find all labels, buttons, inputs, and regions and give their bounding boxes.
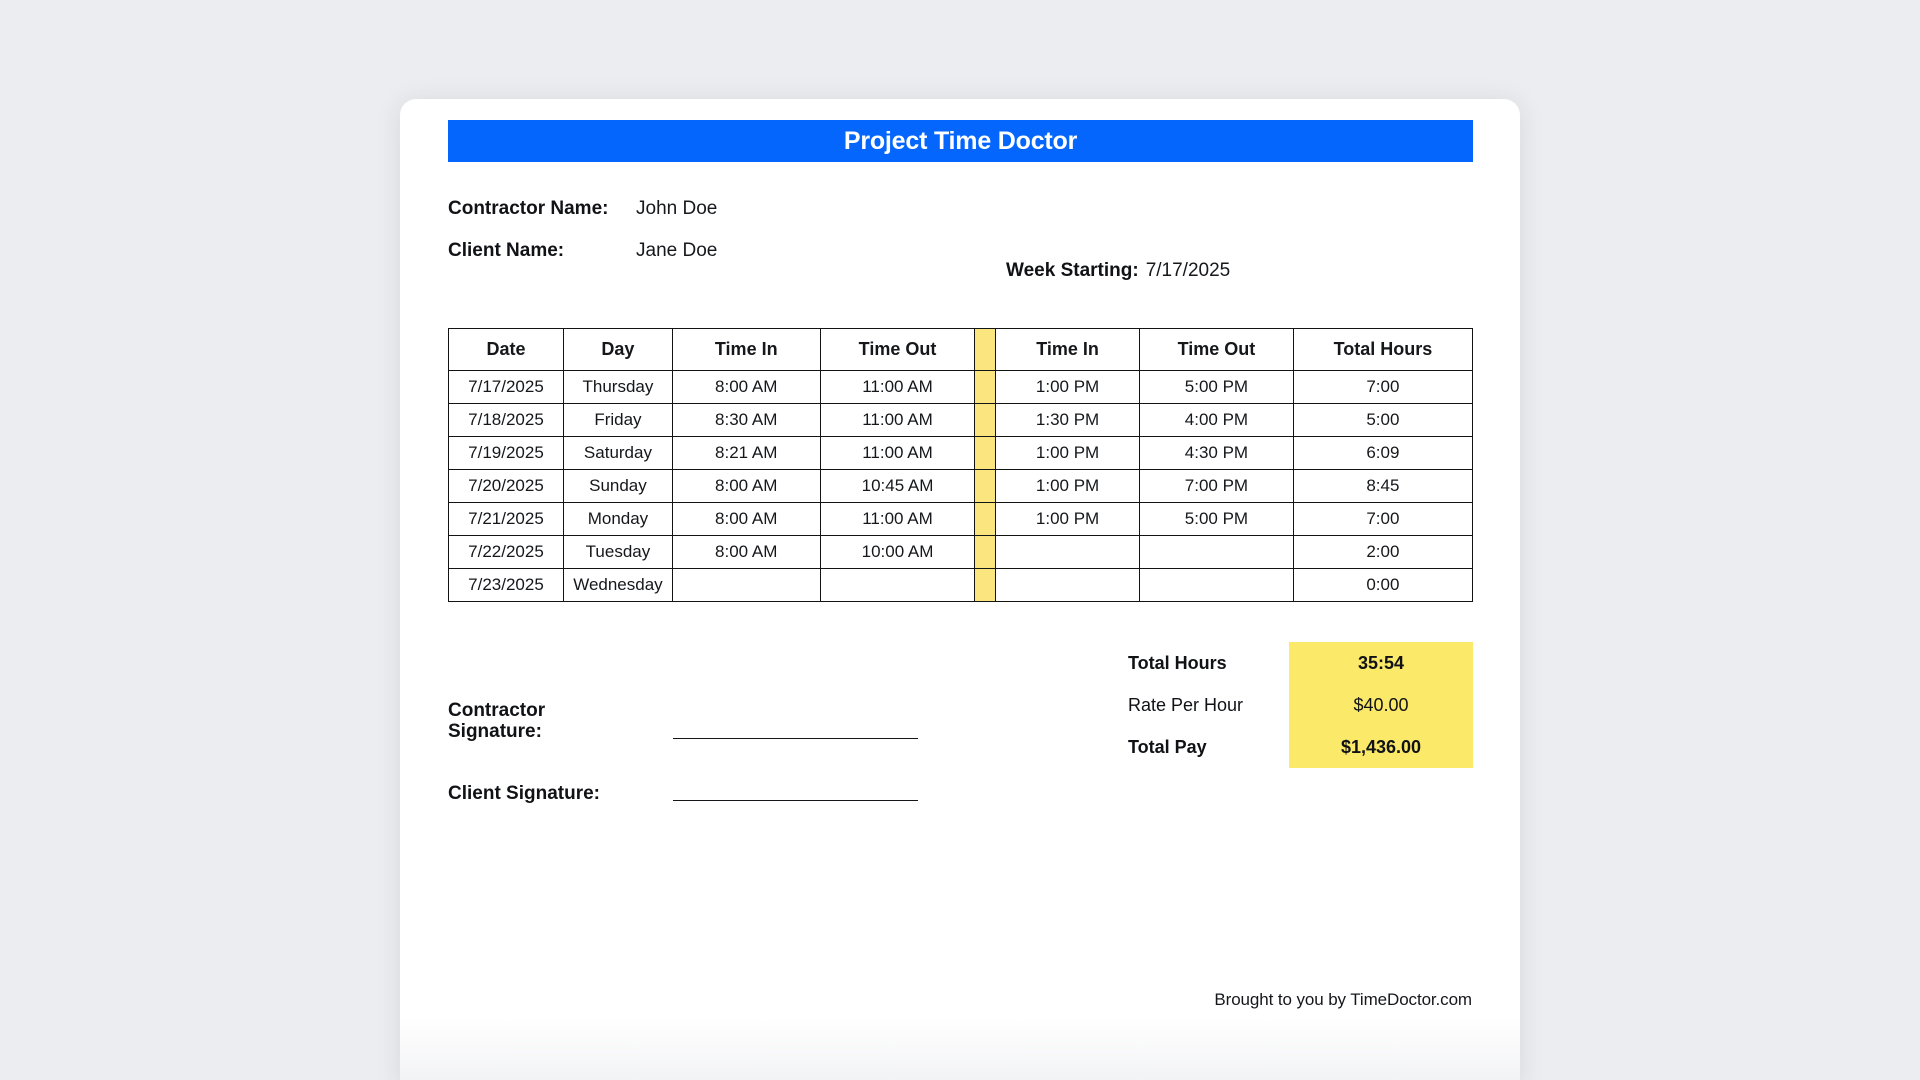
cell-time-in-2[interactable]: 1:00 PM (996, 371, 1140, 404)
cell-total-hours: 7:00 (1293, 503, 1472, 536)
document-title-bar (448, 120, 1473, 162)
cell-time-out-1[interactable]: 11:00 AM (820, 371, 975, 404)
cell-total-hours: 6:09 (1293, 437, 1472, 470)
column-separator (975, 569, 996, 602)
cell-time-out-2[interactable]: 7:00 PM (1140, 470, 1294, 503)
cell-time-out-2[interactable]: 4:30 PM (1140, 437, 1294, 470)
cell-time-in-2[interactable] (996, 536, 1140, 569)
cell-day[interactable]: Tuesday (563, 536, 672, 569)
column-header-time-in-2: Time In (996, 329, 1140, 371)
cell-date[interactable]: 7/22/2025 (449, 536, 564, 569)
cell-time-out-2[interactable]: 4:00 PM (1140, 404, 1294, 437)
column-header-day: Day (563, 329, 672, 371)
contractor-signature-line[interactable] (673, 738, 918, 739)
table-row (449, 470, 1473, 503)
cell-time-in-1[interactable]: 8:30 AM (672, 404, 820, 437)
page-title: Project Time Doctor (843, 126, 1078, 155)
cell-day[interactable]: Friday (563, 404, 672, 437)
cell-date[interactable]: 7/20/2025 (449, 470, 564, 503)
column-separator (975, 536, 996, 569)
cell-total-hours: 0:00 (1293, 569, 1472, 602)
cell-time-out-1[interactable]: 11:00 AM (820, 503, 975, 536)
cell-time-out-1[interactable]: 10:45 AM (820, 470, 975, 503)
cell-time-in-2[interactable]: 1:00 PM (996, 437, 1140, 470)
column-separator (975, 329, 996, 371)
table-row (449, 371, 1473, 404)
cell-day[interactable]: Saturday (563, 437, 672, 470)
cell-day[interactable]: Sunday (563, 470, 672, 503)
table-row (449, 404, 1473, 437)
total-pay-label: Total Pay (1128, 736, 1207, 757)
timesheet-document-card (400, 99, 1520, 1080)
column-separator (975, 470, 996, 503)
timesheet-table-body (449, 371, 1473, 602)
cell-day[interactable]: Wednesday (563, 569, 672, 602)
column-header-time-in-1: Time In (672, 329, 820, 371)
cell-time-out-1[interactable]: 10:00 AM (820, 536, 975, 569)
cell-date[interactable]: 7/23/2025 (449, 569, 564, 602)
totals-block (1128, 642, 1473, 768)
column-separator (975, 503, 996, 536)
week-starting-group (1006, 260, 1230, 282)
cell-time-out-2[interactable] (1140, 569, 1294, 602)
cell-time-in-2[interactable]: 1:30 PM (996, 404, 1140, 437)
cell-time-in-1[interactable] (672, 569, 820, 602)
cell-time-in-2[interactable]: 1:00 PM (996, 503, 1140, 536)
cell-time-in-2[interactable] (996, 569, 1140, 602)
meta-block (448, 198, 1473, 282)
column-header-time-out-2: Time Out (1140, 329, 1294, 371)
timesheet-table-wrapper (448, 328, 1473, 602)
brand-credit: Brought to you by TimeDoctor.com (1214, 990, 1472, 1009)
total-hours-label: Total Hours (1128, 652, 1227, 673)
cell-time-out-2[interactable]: 5:00 PM (1140, 371, 1294, 404)
cell-time-in-2[interactable]: 1:00 PM (996, 470, 1140, 503)
client-name-value[interactable]: Jane Doe (636, 240, 718, 261)
cell-date[interactable]: 7/17/2025 (449, 371, 564, 404)
timesheet-table (448, 328, 1473, 602)
cell-time-out-1[interactable]: 11:00 AM (820, 404, 975, 437)
cell-time-in-1[interactable]: 8:00 AM (672, 371, 820, 404)
cell-time-out-1[interactable]: 11:00 AM (820, 437, 975, 470)
contractor-name-row (448, 198, 1473, 240)
cell-time-in-1[interactable]: 8:00 AM (672, 503, 820, 536)
cell-time-out-2[interactable] (1140, 536, 1294, 569)
table-row (449, 536, 1473, 569)
column-header-total-hours: Total Hours (1293, 329, 1472, 371)
column-separator (975, 437, 996, 470)
signature-block (448, 700, 1068, 824)
week-starting-value[interactable]: 7/17/2025 (1145, 260, 1231, 281)
document-content (448, 99, 1473, 822)
total-hours-value: 35:54 (1357, 652, 1405, 673)
client-signature-row (448, 762, 1068, 805)
table-row (449, 503, 1473, 536)
cell-day[interactable]: Thursday (563, 371, 672, 404)
cell-time-in-1[interactable]: 8:00 AM (672, 470, 820, 503)
contractor-signature-row (448, 700, 1068, 743)
totals-grid (1128, 642, 1473, 768)
table-header-row (449, 329, 1473, 371)
contractor-signature-label: Contractor Signature: (448, 700, 546, 743)
cell-total-hours: 5:00 (1293, 404, 1472, 437)
cell-total-hours: 2:00 (1293, 536, 1472, 569)
column-separator (975, 404, 996, 437)
cell-day[interactable]: Monday (563, 503, 672, 536)
cell-total-hours: 7:00 (1293, 371, 1472, 404)
client-name-row (448, 240, 1473, 282)
cell-date[interactable]: 7/19/2025 (449, 437, 564, 470)
cell-time-out-1[interactable] (820, 569, 975, 602)
table-row (449, 569, 1473, 602)
cell-total-hours: 8:45 (1293, 470, 1472, 503)
cell-time-in-1[interactable]: 8:00 AM (672, 536, 820, 569)
table-row (449, 437, 1473, 470)
week-starting-label: Week Starting: (1006, 260, 1139, 281)
contractor-name-value[interactable]: John Doe (636, 198, 718, 219)
card-bottom-fade (400, 1019, 1520, 1080)
cell-time-in-1[interactable]: 8:21 AM (672, 437, 820, 470)
client-signature-line[interactable] (673, 800, 918, 801)
column-header-date: Date (449, 329, 564, 371)
client-name-label: Client Name: (448, 240, 565, 261)
timesheet-table-head (449, 329, 1473, 371)
column-separator (975, 371, 996, 404)
client-signature-label: Client Signature: (448, 783, 601, 805)
cell-date[interactable]: 7/18/2025 (449, 404, 564, 437)
cell-date[interactable]: 7/21/2025 (449, 503, 564, 536)
document-footer-area (448, 642, 1473, 822)
total-pay-value: $1,436.00 (1340, 736, 1422, 757)
rate-per-hour-label: Rate Per Hour (1128, 694, 1244, 715)
cell-time-out-2[interactable]: 5:00 PM (1140, 503, 1294, 536)
rate-per-hour-value[interactable]: $40.00 (1353, 694, 1409, 715)
contractor-name-label: Contractor Name: (448, 198, 609, 219)
column-header-time-out-1: Time Out (820, 329, 975, 371)
